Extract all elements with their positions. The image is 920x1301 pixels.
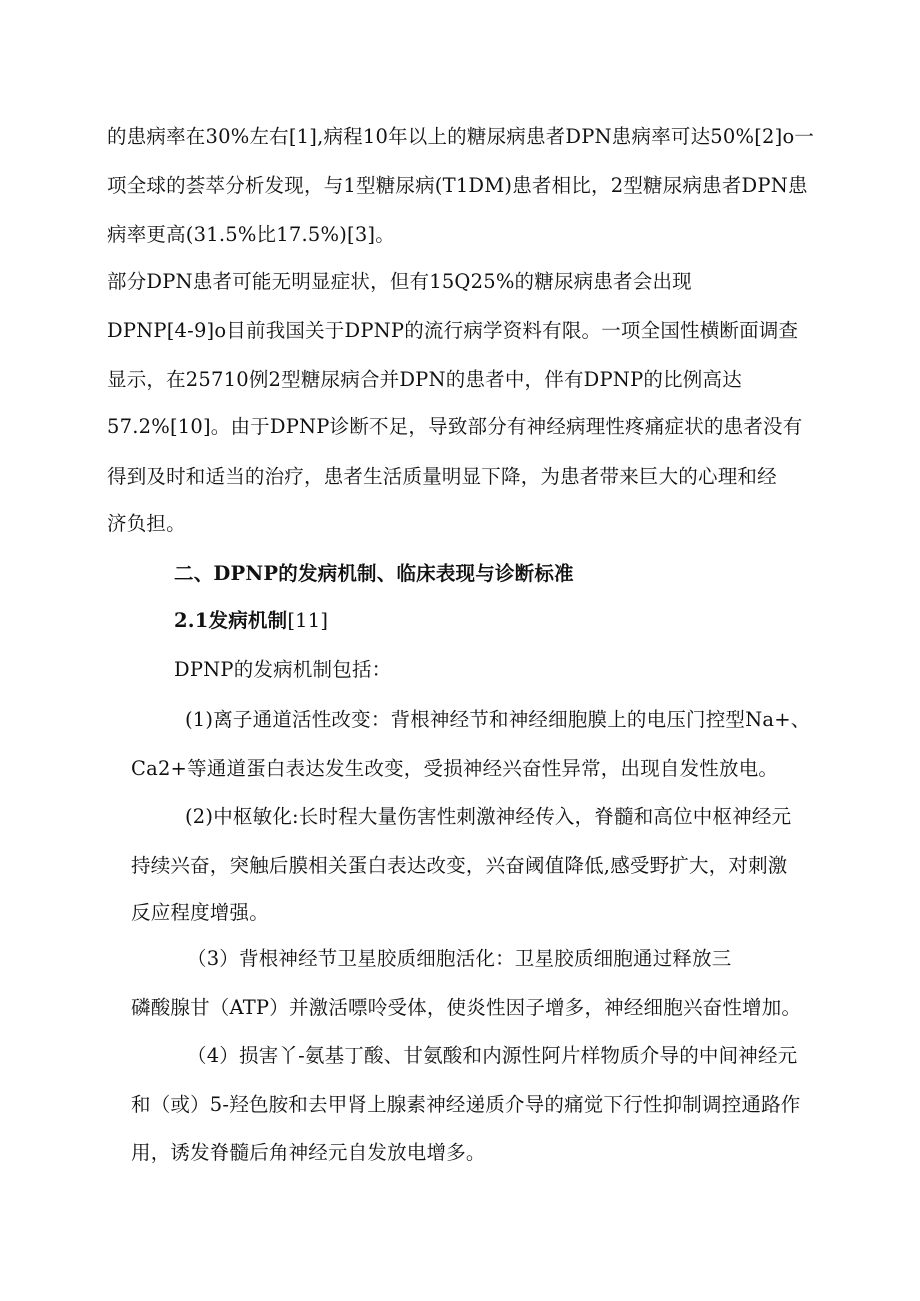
subsection-heading-text: 2.1发病机制 — [174, 609, 288, 632]
item-3-line-2: 磷酸腺甘（ATP）并激活嘌呤受体，使炎性因子增多，神经细胞兴奋性增加。 — [131, 996, 802, 1019]
paragraph-2-line-2: DPNP[4-9]o目前我国关于DPNP的流行病学资料有限。一项全国性横断面调查 — [107, 319, 799, 342]
item-1-line-2: Ca2+等通道蛋白表达发生改变，受损神经兴奋性异常，出现自发性放电。 — [131, 757, 779, 780]
mechanism-intro: DPNP的发病机制包括： — [174, 658, 392, 681]
paragraph-1-line-2: 项全球的荟萃分析发现，与1型糖尿病(T1DM)患者相比，2型糖尿病患者DPN患 — [107, 174, 808, 197]
section-heading: 二、DPNP的发病机制、临床表现与诊断标准 — [174, 562, 574, 585]
item-4-line-3: 用，诱发脊髓后角神经元自发放电增多。 — [131, 1141, 486, 1164]
item-1-line-1: (1)离子通道活性改变：背根神经节和神经细胞膜上的电压门控型Na+、 — [185, 708, 811, 731]
paragraph-2-line-5: 得到及时和适当的治疗，患者生活质量明显下降，为患者带来巨大的心理和经 — [107, 465, 777, 488]
subsection-citation: [11] — [287, 609, 329, 632]
paragraph-1-line-1: 的患病率在30%左右[1],病程10年以上的糖尿病患者DPN患病率可达50%[2]o一 — [107, 125, 815, 148]
subsection-heading — [174, 607, 328, 635]
item-4-line-1: （4）损害丫-氨基丁酸、甘氨酸和内源性阿片样物质介导的中间神经元 — [187, 1044, 798, 1067]
item-2-line-2: 持续兴奋，突触后膜相关蛋白表达改变，兴奋阈值降低,感受野扩大，对刺激 — [131, 854, 788, 877]
paragraph-2-line-3: 显示，在25710例2型糖尿病合并DPN的患者中，伴有DPNP的比例高达 — [107, 368, 742, 391]
paragraph-1-line-3: 病率更高(31.5%比17.5%)[3]。 — [107, 223, 395, 246]
paragraph-2-line-1: 部分DPN患者可能无明显症状，但有15Q25%的糖尿病患者会出现 — [107, 270, 692, 293]
item-2-line-1: (2)中枢敏化:长时程大量伤害性刺激神经传入，脊髓和高位中枢神经元 — [185, 805, 792, 828]
item-3-line-1: （3）背根神经节卫星胶质细胞活化：卫星胶质细胞通过释放三 — [187, 947, 732, 970]
item-4-line-2: 和（或）5-羟色胺和去甲肾上腺素神经递质介导的痛觉下行性抑制调控通路作 — [131, 1093, 801, 1116]
paragraph-2-line-6: 济负担。 — [107, 512, 186, 535]
paragraph-2-line-4: 57.2%[10]。由于DPNP诊断不足，导致部分有神经病理性疼痛症状的患者没有 — [107, 415, 803, 438]
item-2-line-3: 反应程度增强。 — [131, 901, 269, 924]
